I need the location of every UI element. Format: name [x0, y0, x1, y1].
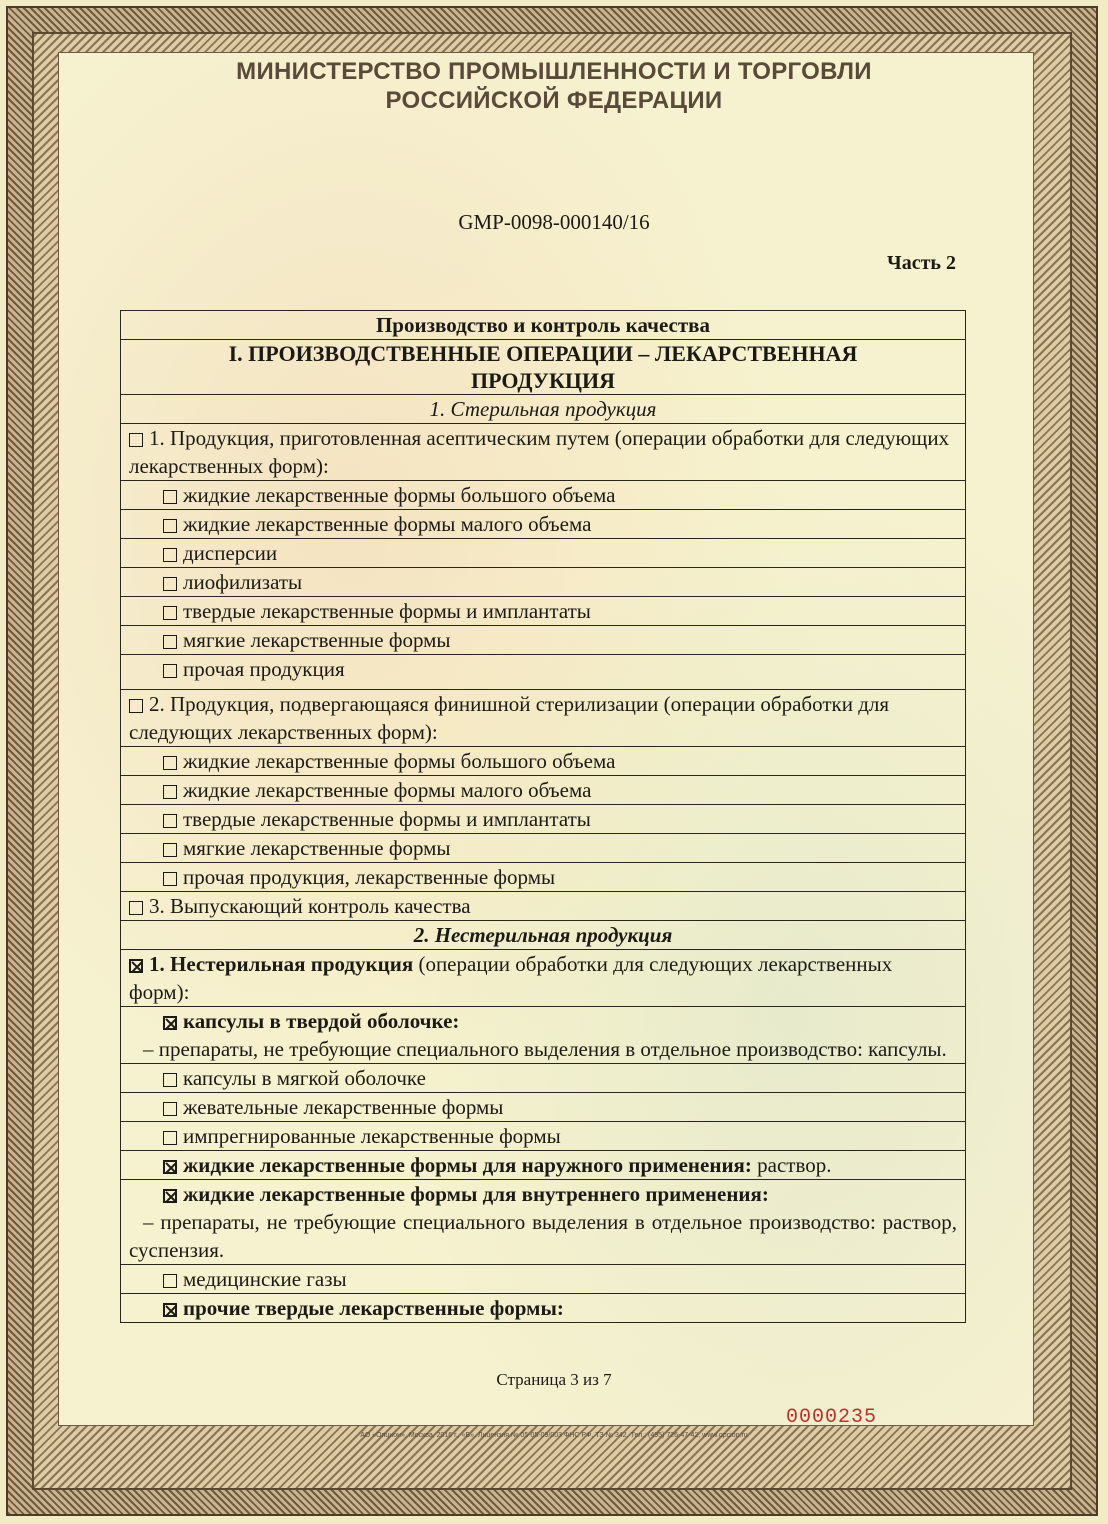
- certificate-number: GMP-0098-000140/16: [458, 210, 650, 234]
- sterile-heading: 1. Стерильная продукция: [121, 395, 966, 424]
- sterile-item-3: [121, 892, 966, 921]
- table-row: [121, 776, 966, 805]
- table-row: [121, 1180, 966, 1265]
- aseptic-other-label: прочая продукция: [183, 657, 345, 681]
- aseptic-soft-forms-label: мягкие лекарственные формы: [183, 628, 451, 652]
- aseptic-solid-implants-label: твердые лекарственные формы и имплантаты: [183, 599, 591, 623]
- table-row: [121, 597, 966, 626]
- checkbox-aseptic-small-volume[interactable]: [163, 519, 177, 533]
- table-row: [121, 1007, 966, 1064]
- table-row: [121, 892, 966, 921]
- nonsterile-item-1: [121, 950, 966, 1007]
- checkbox-medical-gases[interactable]: [163, 1274, 177, 1288]
- table-row: [121, 863, 966, 892]
- section-heading-line2: ПРОДУКЦИЯ: [470, 368, 616, 393]
- internal-liquid-label: жидкие лекарственные формы для внутреннего применения:: [183, 1182, 769, 1206]
- table-row: [121, 539, 966, 568]
- checkbox-aseptic-other[interactable]: [163, 664, 177, 678]
- table-row: [121, 626, 966, 655]
- table-row: [121, 1064, 966, 1093]
- checkbox-terminal-soft-forms[interactable]: [163, 843, 177, 857]
- checkbox-sterile-item-1[interactable]: [129, 433, 143, 447]
- checkbox-aseptic-dispersions[interactable]: [163, 548, 177, 562]
- sterile-item-1-label: 1. Продукция, приготовленная асептическим путем (операции обработки для следующих лекарственных форм):: [129, 426, 950, 478]
- checkbox-aseptic-lyophilizates[interactable]: [163, 577, 177, 591]
- medical-gases-label: медицинские газы: [183, 1267, 347, 1291]
- aseptic-lyophilizates-label: лиофилизаты: [183, 570, 303, 594]
- table-row: [121, 510, 966, 539]
- checkbox-other-solid[interactable]: [163, 1303, 177, 1317]
- production-table: [120, 310, 966, 1323]
- printer-imprint: АО «Опцион», Москва, 2016 г., «Б». Лицензия № 05-05-09/003 ФНС РФ. ТЗ № 342. Тел.: (495) 726-47-42, www.opcion.ru: [360, 1432, 748, 1439]
- table-row: [121, 1093, 966, 1122]
- ministry-title-line1: МИНИСТЕРСТВО ПРОМЫШЛЕННОСТИ И ТОРГОВЛИ: [236, 58, 872, 85]
- table-row: [121, 1122, 966, 1151]
- section-heading-line1: I. ПРОИЗВОДСТВЕННЫЕ ОПЕРАЦИИ – ЛЕКАРСТВЕННАЯ: [228, 341, 858, 366]
- checkbox-sterile-item-2[interactable]: [129, 699, 143, 713]
- external-liquid-label: жидкие лекарственные формы для наружного применения:: [183, 1153, 752, 1177]
- table-row: [121, 481, 966, 510]
- table-row: [121, 1151, 966, 1180]
- nonsterile-heading: 2. Нестерильная продукция: [121, 921, 966, 950]
- hard-capsules-cell: [121, 1007, 966, 1064]
- section-heading: [121, 340, 966, 395]
- chewable-label: жевательные лекарственные формы: [183, 1095, 504, 1119]
- table-row: [121, 921, 966, 950]
- checkbox-terminal-solid-implants[interactable]: [163, 814, 177, 828]
- checkbox-terminal-small-volume[interactable]: [163, 785, 177, 799]
- aseptic-small-volume-label: жидкие лекарственные формы малого объема: [183, 512, 592, 536]
- other-solid-label: прочие твердые лекарственные формы:: [183, 1296, 564, 1320]
- table-row: [121, 340, 966, 395]
- terminal-large-volume-label: жидкие лекарственные формы большого объема: [183, 749, 616, 773]
- table-row: [121, 655, 966, 690]
- checkbox-soft-capsules[interactable]: [163, 1073, 177, 1087]
- table-title: Производство и контроль качества: [121, 311, 966, 340]
- checkbox-release-control[interactable]: [129, 901, 143, 915]
- table-row: [121, 395, 966, 424]
- soft-capsules-label: капсулы в мягкой оболочке: [183, 1066, 426, 1090]
- release-control-label: 3. Выпускающий контроль качества: [149, 894, 471, 918]
- page-number: Страница 3 из 7: [496, 1370, 612, 1389]
- nonsterile-item-1-rest-label: (операции обработки для следующих лекарственных форм):: [129, 952, 893, 1004]
- checkbox-aseptic-large-volume[interactable]: [163, 490, 177, 504]
- aseptic-large-volume-label: жидкие лекарственные формы большого объема: [183, 483, 616, 507]
- terminal-small-volume-label: жидкие лекарственные формы малого объема: [183, 778, 592, 802]
- table-row: [121, 311, 966, 340]
- sterile-item-2: [121, 690, 966, 747]
- hard-capsules-label: капсулы в твердой оболочке:: [183, 1009, 460, 1033]
- checkbox-aseptic-soft-forms[interactable]: [163, 635, 177, 649]
- serial-number: 0000235: [786, 1406, 878, 1429]
- table-row: [121, 950, 966, 1007]
- nonsterile-item-1-bold-label: 1. Нестерильная продукция: [149, 952, 414, 976]
- checkbox-chewable[interactable]: [163, 1102, 177, 1116]
- table-row: [121, 424, 966, 481]
- table-row: [121, 834, 966, 863]
- impregnated-label: импрегнированные лекарственные формы: [183, 1124, 561, 1148]
- terminal-other-label: прочая продукция, лекарственные формы: [183, 865, 556, 889]
- external-liquid-value: раствор.: [751, 1153, 832, 1177]
- table-row: [121, 747, 966, 776]
- checkbox-internal-liquid[interactable]: [163, 1189, 177, 1203]
- terminal-soft-forms-label: мягкие лекарственные формы: [183, 836, 451, 860]
- table-row: [121, 690, 966, 747]
- checkbox-external-liquid[interactable]: [163, 1160, 177, 1174]
- aseptic-dispersions-label: дисперсии: [183, 541, 278, 565]
- part-label: Часть 2: [887, 252, 956, 274]
- internal-liquid-cell: [121, 1180, 966, 1265]
- terminal-solid-implants-label: твердые лекарственные формы и имплантаты: [183, 807, 591, 831]
- checkbox-nonsterile-item-1[interactable]: [129, 959, 143, 973]
- checkbox-terminal-other[interactable]: [163, 872, 177, 886]
- table-row: [121, 568, 966, 597]
- sterile-item-1: [121, 424, 966, 481]
- ministry-title-line2: РОССИЙСКОЙ ФЕДЕРАЦИИ: [385, 87, 723, 114]
- checkbox-aseptic-solid-implants[interactable]: [163, 606, 177, 620]
- table-row: [121, 805, 966, 834]
- checkbox-terminal-large-volume[interactable]: [163, 756, 177, 770]
- internal-liquid-note: – препараты, не требующие специального выделения в отдельное производство: раствор, суспензия.: [129, 1210, 957, 1262]
- checkbox-impregnated[interactable]: [163, 1131, 177, 1145]
- sterile-item-2-label: 2. Продукция, подвергающаяся финишной стерилизации (операции обработки для следующих лекарственных форм):: [129, 692, 890, 744]
- table-row: [121, 1265, 966, 1294]
- checkbox-hard-capsules[interactable]: [163, 1016, 177, 1030]
- table-row: [121, 1294, 966, 1323]
- hard-capsules-note: – препараты, не требующие специального выделения в отдельное производство: капсулы.: [143, 1037, 947, 1061]
